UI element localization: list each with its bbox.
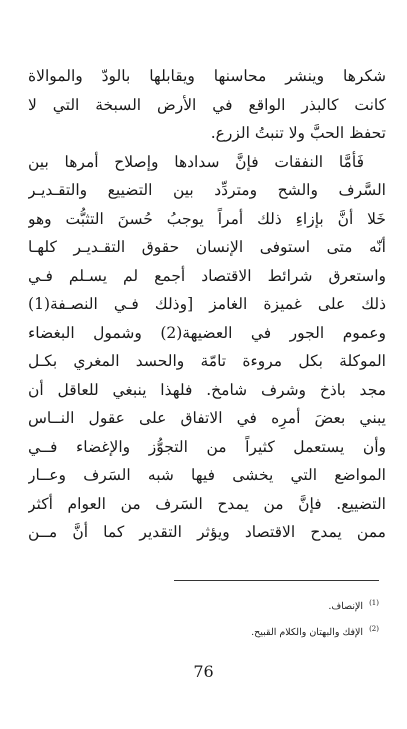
text-line: يبني بعضَ أمرِه في الاتفاق على عقول النــاس: [28, 409, 386, 427]
footnote-1: [79, 592, 379, 618]
text-line: مجد باذخ وشرف شامخ. فلهذا ينبغي للعاقل أن: [28, 380, 386, 399]
text-line: خَلا أنَّ بإزاءِ ذلك أمراً يوجبُ حُسنَ التثبُّت وهو: [28, 209, 386, 228]
body-text: [28, 62, 386, 547]
page-number: 76: [193, 662, 214, 681]
footnote-2: [79, 618, 379, 644]
text-line: ذلك على غميزة الغامز [وذلك فـي النصـفة(1): [28, 295, 386, 313]
text-line: أنّه متى استوفى الإنسان حقوق التقـديـر كلهـا: [28, 238, 386, 256]
text-line: وأن يستعمل كثيراً من التجوُّز والإغضاء فــي: [28, 437, 386, 456]
text-line: الموكلة بكل مروءة تامّة والحسد المغري بكـل: [28, 352, 386, 370]
text-line: شكرها وينشر محاسنها ويقابلها بالودّ والموالاة: [28, 67, 386, 85]
text-line: السَّرف والشح ومتردِّد بين التضييع والتقـديـر: [28, 181, 386, 199]
text-line: واستعرق شرائط الاقتصاد أجمع لم يسـلم فـي: [28, 266, 386, 285]
text-line: التضييع. فإنَّ من يمدح السَرف من العوام أكثر: [28, 494, 386, 513]
text-line: فَأمَّا النفقات فإنَّ سدادها وإصلاح أمرها بين: [28, 152, 364, 171]
footnote-marker: (1): [369, 599, 379, 607]
text-line: وعموم الجور في العضيهة(2) وشمول البغضاء: [28, 323, 386, 342]
text-line: كانت كالبذر الواقع في الأرض السبخة التي لا: [28, 95, 386, 114]
text-line: المواضع التي يخشى فيها شبه السَرف وعــار: [28, 466, 386, 484]
text-line: تحفظ الحبَّ ولا تنبتُ الزرع.: [210, 124, 386, 142]
text-line: ممن يمدح الاقتصاد ويؤثر التقدير كما أنَّ مــن: [28, 523, 386, 541]
footnote-separator: [174, 580, 379, 581]
footnote-marker: (2): [369, 625, 379, 634]
footnotes: [79, 592, 379, 644]
footnote-text: الإفك والبهتان والكلام القبيح.: [251, 627, 364, 639]
footnote-text: الإنصاف.: [328, 601, 364, 613]
